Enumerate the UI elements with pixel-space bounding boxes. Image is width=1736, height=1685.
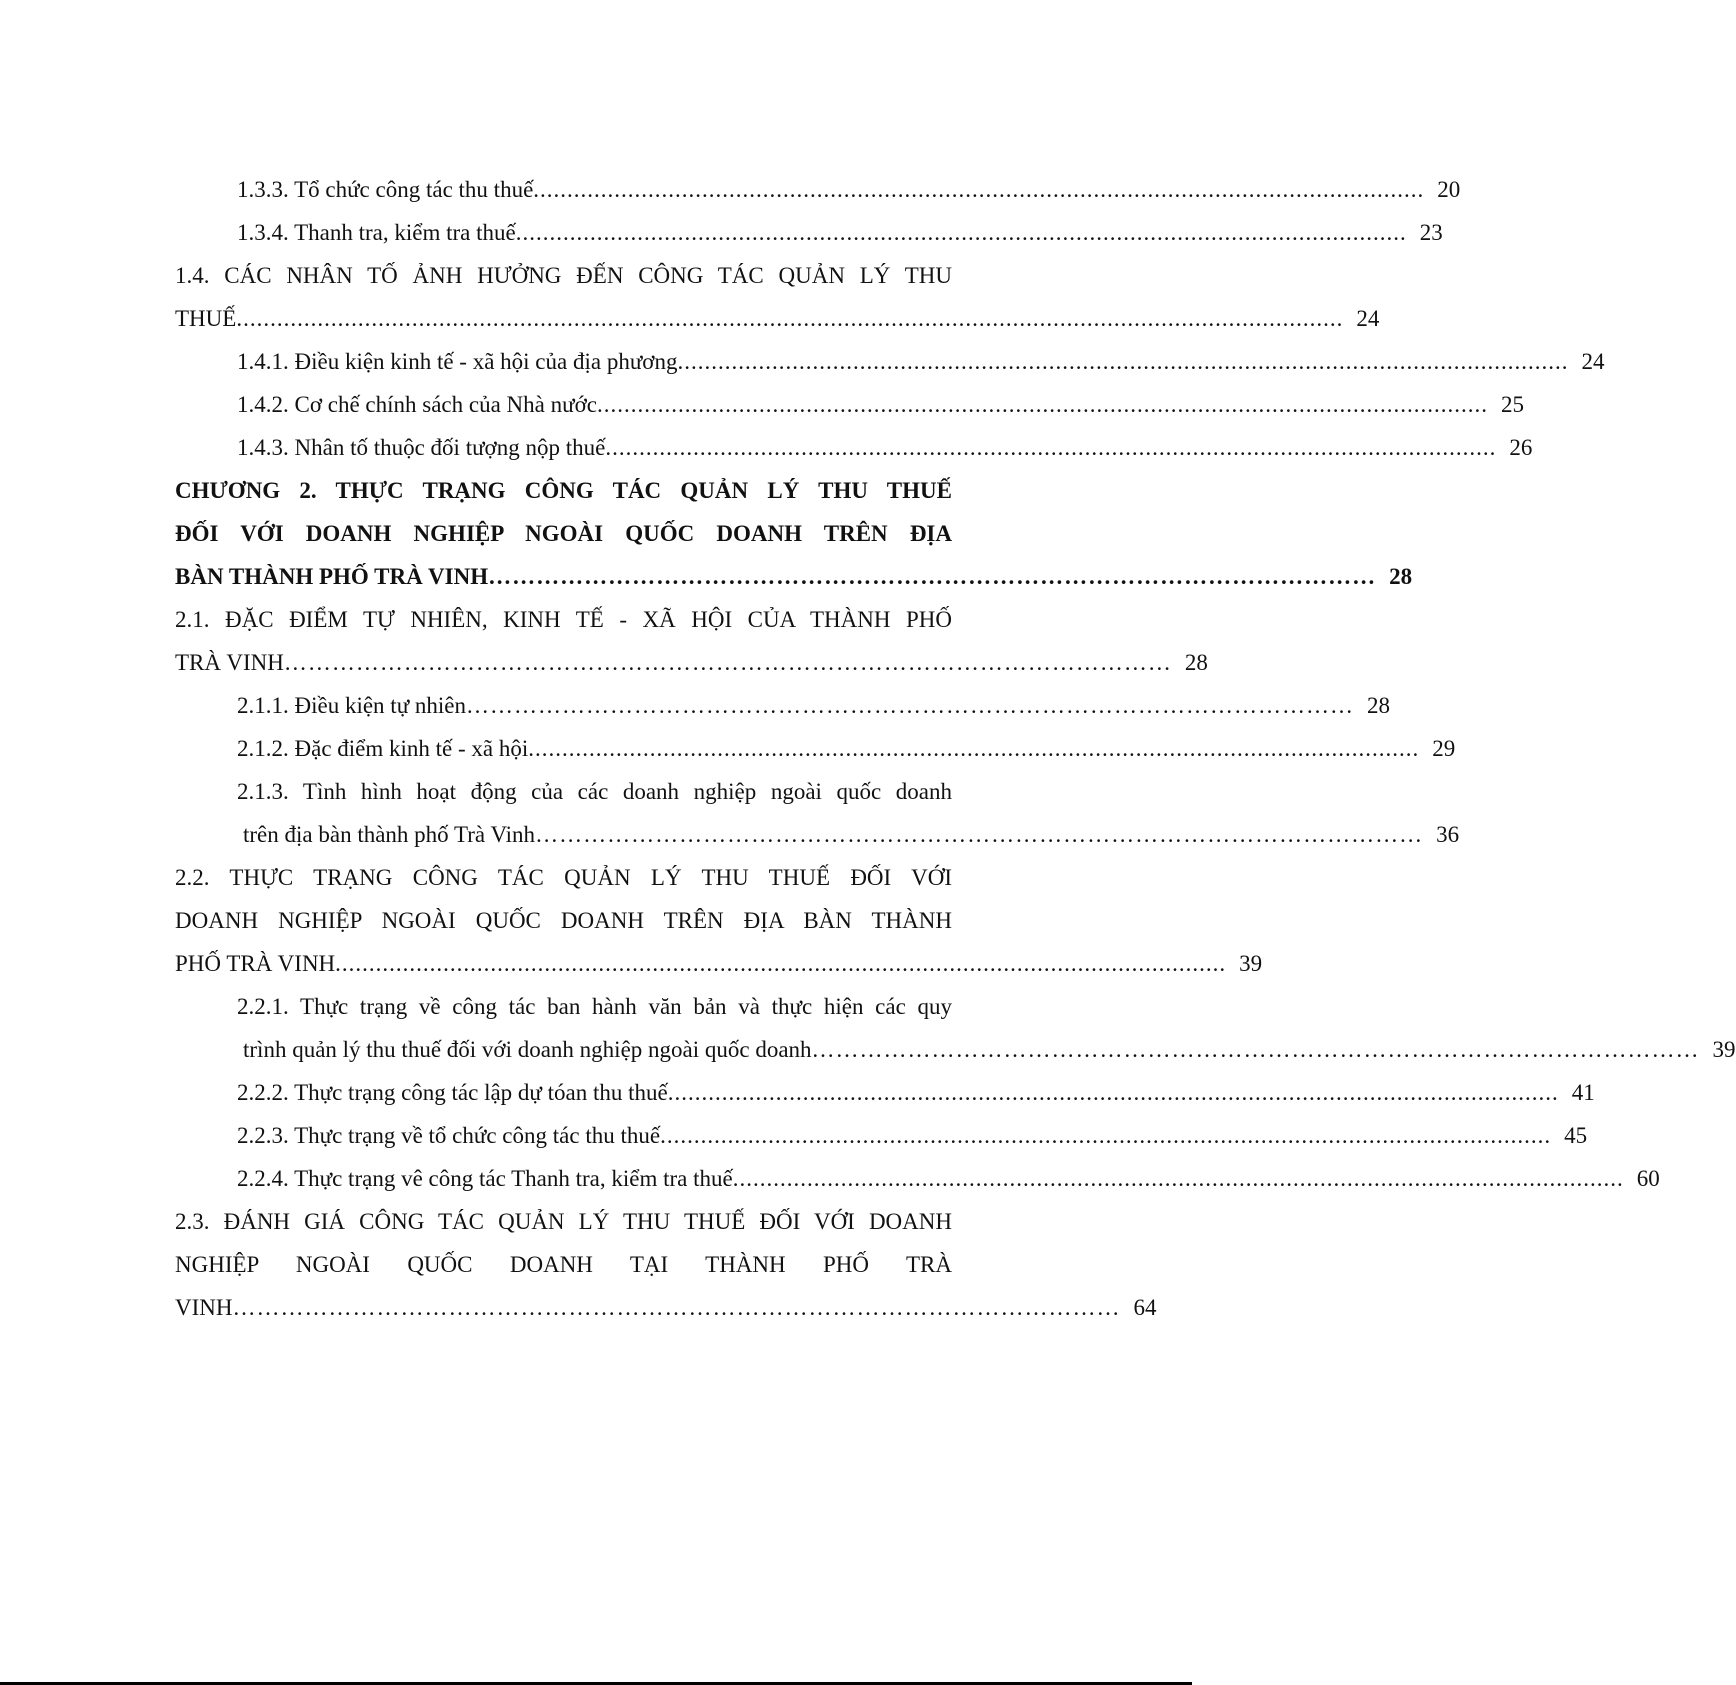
toc-entry-2-1-3-line2[interactable] <box>175 813 1460 856</box>
toc-entry-title: 1.3.4. Thanh tra, kiểm tra thuế <box>237 220 516 245</box>
toc-entry-2-1-line2[interactable] <box>175 641 1208 684</box>
dot-leader: ………………………………………………………………………………………………… <box>488 564 1377 589</box>
dot-leader: ………………………………………………………………………………………………… <box>811 1037 1700 1062</box>
toc-entry-1-4-line2[interactable] <box>175 297 1380 340</box>
dot-leader: .................................................................................................................................... <box>605 435 1497 460</box>
dot-leader: .................................................................................................................................................................... <box>236 306 1344 331</box>
toc-entry-title: PHỐ TRÀ VINH <box>175 951 336 976</box>
toc-entry-2-3-line3[interactable] <box>175 1286 1157 1329</box>
toc-entry-title: BÀN THÀNH PHỐ TRÀ VINH <box>175 564 489 589</box>
toc-entry-title: 1.4.1. Điều kiện kinh tế - xã hội của địa phương <box>237 349 678 374</box>
toc-chapter-2-line3[interactable] <box>175 555 1413 598</box>
toc-entry-2-1-2[interactable] <box>175 727 1456 770</box>
toc-page-number: 23 <box>1419 220 1443 245</box>
toc-page-number: 28 <box>1389 564 1413 589</box>
toc-entry-title: 1.4.2. Cơ chế chính sách của Nhà nước <box>237 392 597 417</box>
dot-leader: .................................................................................................................................... <box>533 177 1425 202</box>
dot-leader: .................................................................................................................................... <box>335 951 1227 976</box>
toc-entry-1-3-3[interactable] <box>175 168 1461 211</box>
toc-page-number: 41 <box>1571 1080 1595 1105</box>
toc-entry-2-2-4[interactable] <box>175 1157 1660 1200</box>
toc-page-number: 26 <box>1509 435 1533 460</box>
toc-entry-2-2-2[interactable] <box>175 1071 1595 1114</box>
toc-page-number: 64 <box>1133 1295 1157 1320</box>
toc-entry-2-2-1-line2[interactable] <box>175 1028 1736 1071</box>
toc-entry-title: TRÀ VINH <box>175 650 284 675</box>
toc-entry-2-2-3[interactable] <box>175 1114 1588 1157</box>
dot-leader: .................................................................................................................................... <box>667 1080 1559 1105</box>
dot-leader: ………………………………………………………………………………………………… <box>535 822 1424 847</box>
toc-chapter-2-line1[interactable]: CHƯƠNG 2. THỰC TRẠNG CÔNG TÁC QUẢN LÝ THU THUẾ <box>175 478 952 503</box>
dot-leader: ………………………………………………………………………………………………… <box>283 650 1172 675</box>
toc-entry-1-4-1[interactable] <box>175 340 1605 383</box>
toc-entry-title: 2.1.2. Đặc điểm kinh tế - xã hội <box>237 736 529 761</box>
dot-leader: .................................................................................................................................... <box>732 1166 1624 1191</box>
toc-entry-title: THUẾ <box>175 306 237 331</box>
toc-entry-title: 2.2.4. Thực trạng vê công tác Thanh tra, kiểm tra thuế <box>237 1166 733 1191</box>
toc-page-number: 20 <box>1437 177 1461 202</box>
toc-entry-1-4-2[interactable] <box>175 383 1524 426</box>
dot-leader: .................................................................................................................................... <box>660 1123 1552 1148</box>
toc-entry-title: 1.4.3. Nhân tố thuộc đối tượng nộp thuế <box>237 435 606 460</box>
toc-entry-2-3-line1[interactable]: 2.3. ĐÁNH GIÁ CÔNG TÁC QUẢN LÝ THU THUẾ ĐỐI VỚI DOANH <box>175 1209 952 1234</box>
toc-page-number: 24 <box>1356 306 1380 331</box>
toc-entry-title: VINH <box>175 1295 233 1320</box>
toc-page-number: 39 <box>1712 1037 1736 1062</box>
dot-leader: ………………………………………………………………………………………………… <box>466 693 1355 718</box>
toc-page-number: 60 <box>1636 1166 1660 1191</box>
toc-page-number: 29 <box>1432 736 1456 761</box>
toc-page-number: 45 <box>1564 1123 1588 1148</box>
toc-entry-1-4-line1[interactable]: 1.4. CÁC NHÂN TỐ ẢNH HƯỞNG ĐẾN CÔNG TÁC QUẢN LÝ THU <box>175 263 952 288</box>
dot-leader: .................................................................................................................................... <box>596 392 1488 417</box>
toc-entry-2-3-line2[interactable]: NGHIỆP NGOÀI QUỐC DOANH TẠI THÀNH PHỐ TRÀ <box>175 1252 952 1277</box>
dot-leader: .................................................................................................................................... <box>515 220 1407 245</box>
toc-entry-title: trên địa bàn thành phố Trà Vinh <box>243 822 536 847</box>
toc-entry-title: trình quản lý thu thuế đối với doanh nghiệp ngoài quốc doanh <box>243 1037 812 1062</box>
toc-entry-2-2-line1[interactable]: 2.2. THỰC TRẠNG CÔNG TÁC QUẢN LÝ THU THUẾ ĐỐI VỚI <box>175 865 952 890</box>
toc-entry-2-1-line1[interactable]: 2.1. ĐẶC ĐIỂM TỰ NHIÊN, KINH TẾ - XÃ HỘI CỦA THÀNH PHỐ <box>175 607 952 632</box>
toc-entry-2-1-1[interactable] <box>175 684 1391 727</box>
dot-leader: .................................................................................................................................... <box>677 349 1569 374</box>
toc-page-number: 28 <box>1367 693 1391 718</box>
toc-page-number: 36 <box>1436 822 1460 847</box>
toc-chapter-2-line2[interactable]: ĐỐI VỚI DOANH NGHIỆP NGOÀI QUỐC DOANH TRÊN ĐỊA <box>175 521 952 546</box>
toc-page-number: 39 <box>1239 951 1263 976</box>
toc-page-number: 25 <box>1500 392 1524 417</box>
toc-entry-2-2-1-line1[interactable]: 2.2.1. Thực trạng về công tác ban hành văn bản và thực hiện các quy <box>237 994 952 1019</box>
toc-page-number: 24 <box>1581 349 1605 374</box>
toc-entry-2-2-line2[interactable]: DOANH NGHIỆP NGOÀI QUỐC DOANH TRÊN ĐỊA BÀN THÀNH <box>175 908 952 933</box>
toc-page-number: 28 <box>1184 650 1208 675</box>
toc-entry-1-4-3[interactable] <box>175 426 1533 469</box>
toc-entry-2-1-3-line1[interactable]: 2.1.3. Tình hình hoạt động của các doanh nghiệp ngoài quốc doanh <box>237 779 952 804</box>
dot-leader: ………………………………………………………………………………………………… <box>232 1295 1121 1320</box>
toc-entry-title: 2.1.1. Điều kiện tự nhiên <box>237 693 467 718</box>
toc-entry-title: 2.2.2. Thực trạng công tác lập dự tóan thu thuế <box>237 1080 668 1105</box>
toc-entry-title: 2.2.3. Thực trạng về tổ chức công tác thu thuế <box>237 1123 661 1148</box>
toc-entry-title: 1.3.3. Tổ chức công tác thu thuế <box>237 177 534 202</box>
dot-leader: .................................................................................................................................... <box>528 736 1420 761</box>
toc-entry-2-2-line3[interactable] <box>175 942 1263 985</box>
table-of-contents <box>175 168 1736 1329</box>
toc-entry-1-3-4[interactable] <box>175 211 1443 254</box>
